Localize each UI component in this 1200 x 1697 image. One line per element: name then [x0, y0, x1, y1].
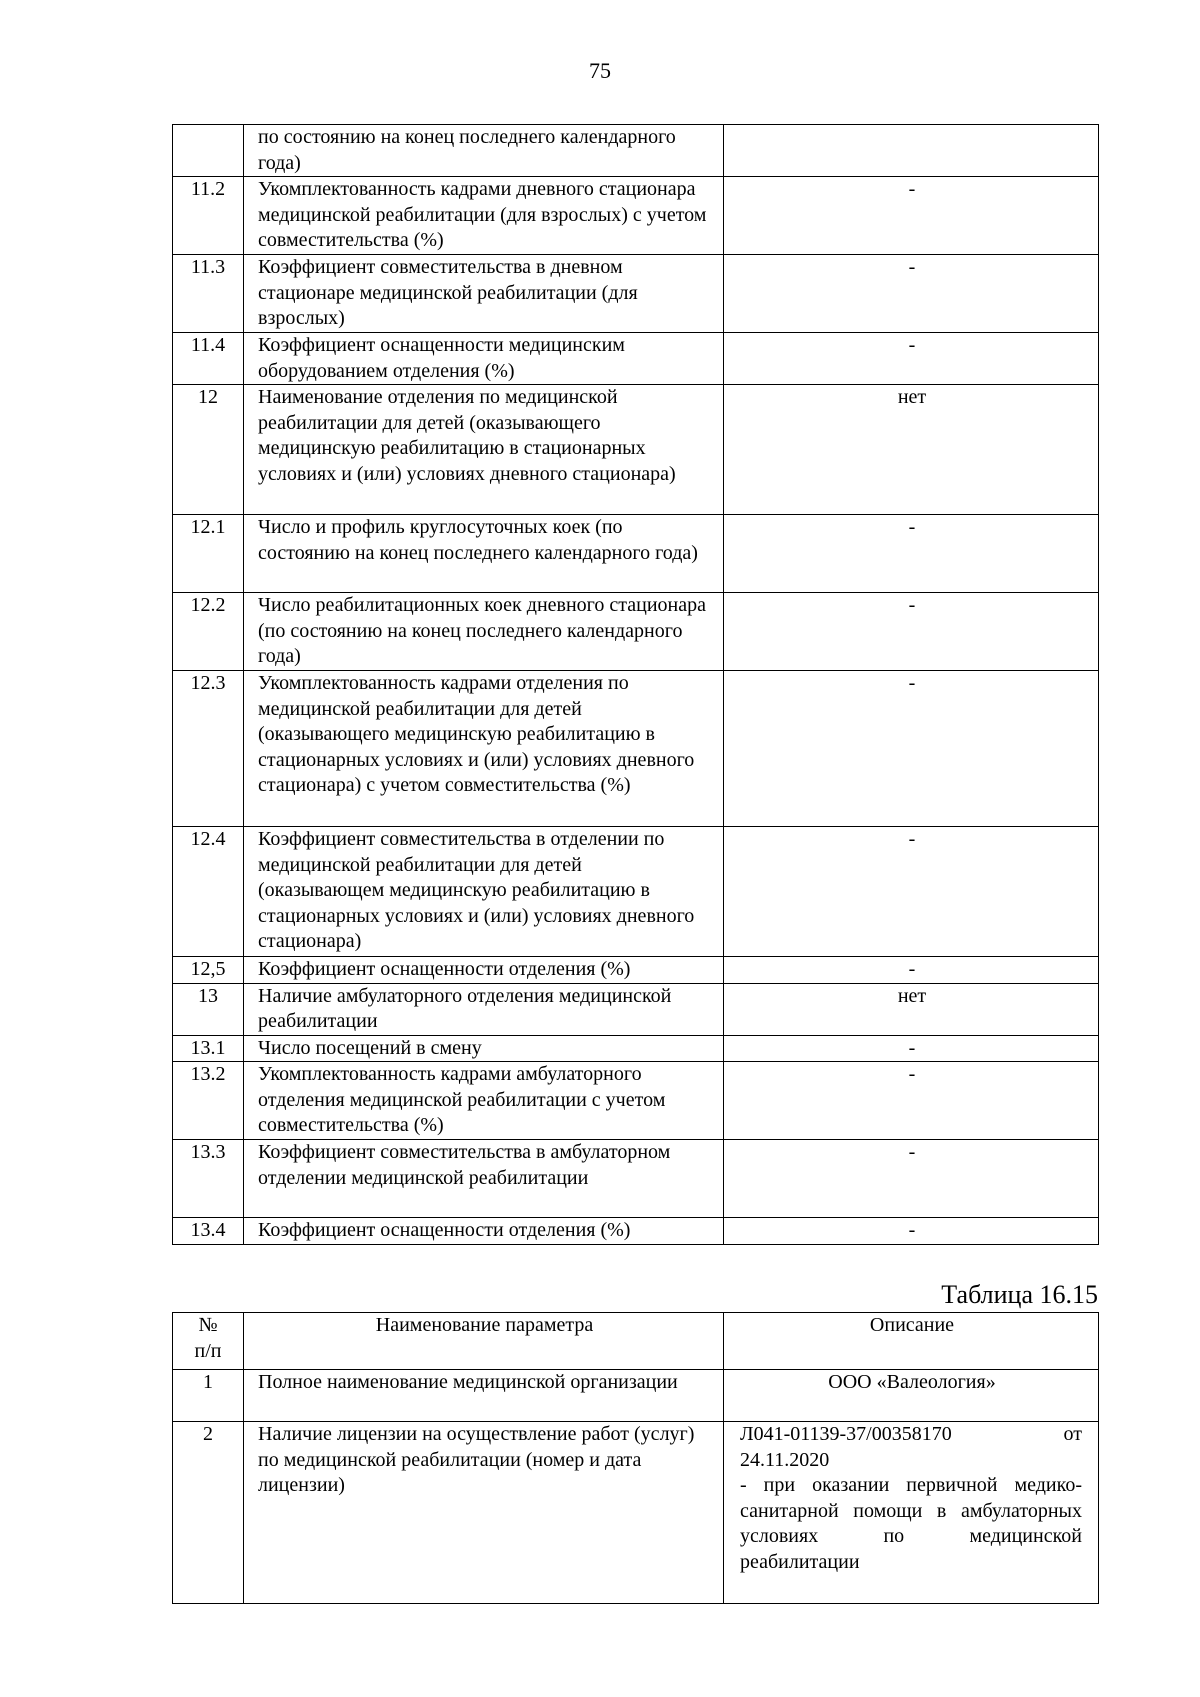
table-row — [173, 1218, 1099, 1245]
table-row — [173, 593, 1099, 671]
row-number: 11.4 — [173, 333, 244, 385]
license-number: Л041-01139-37/00358170 — [740, 1423, 952, 1445]
row-value: - — [724, 957, 1099, 984]
row-parameter-name: Коэффициент совместительства в дневном стационаре медицинской реабилитации (для взрослых) — [244, 255, 724, 333]
row-parameter-name: Наличие лицензии на осуществление работ (услуг) по медицинской реабилитации (номер и дата лицензии) — [244, 1422, 724, 1604]
page-number: 75 — [589, 58, 611, 83]
table-row — [173, 957, 1099, 984]
row-value: - — [724, 515, 1099, 593]
table-row — [173, 385, 1099, 515]
table-row — [173, 333, 1099, 385]
row-value — [724, 125, 1099, 177]
license-date: 24.11.2020 — [740, 1448, 830, 1471]
row-number: 12.3 — [173, 671, 244, 827]
row-number: 12.1 — [173, 515, 244, 593]
table-row — [173, 983, 1099, 1035]
organization-table — [172, 1312, 1099, 1604]
row-value: нет — [724, 385, 1099, 515]
row-value: - — [724, 1062, 1099, 1140]
row-value: - — [724, 1218, 1099, 1245]
table-row — [173, 1370, 1099, 1422]
row-value: - — [724, 1140, 1099, 1218]
table-row — [173, 1140, 1099, 1218]
table-row — [173, 827, 1099, 957]
row-parameter-name: Наличие амбулаторного отделения медицинской реабилитации — [244, 983, 724, 1035]
header-description: Описание — [724, 1313, 1099, 1370]
table-header-row — [173, 1313, 1099, 1370]
row-value: нет — [724, 983, 1099, 1035]
license-from: от — [1063, 1423, 1082, 1445]
header-number-label: № п/п — [194, 1314, 222, 1362]
row-number: 12,5 — [173, 957, 244, 984]
row-value: - — [724, 593, 1099, 671]
row-parameter-name: Коэффициент совместительства в амбулаторном отделении медицинской реабилитации — [244, 1140, 724, 1218]
row-number: 13.4 — [173, 1218, 244, 1245]
row-number: 13 — [173, 983, 244, 1035]
row-parameter-name: Число и профиль круглосуточных коек (по состоянию на конец последнего календарного года) — [244, 515, 724, 593]
row-parameter-name: Коэффициент совместительства в отделении по медицинской реабилитации для детей (оказывающем медицинскую реабилитацию в стационарных условиях и (или) условиях дневного стационара) — [244, 827, 724, 957]
row-parameter-name: Коэффициент оснащенности отделения (%) — [244, 957, 724, 984]
table-row — [173, 515, 1099, 593]
parameters-table-continued — [172, 124, 1099, 1245]
row-number: 11.3 — [173, 255, 244, 333]
row-number: 13.3 — [173, 1140, 244, 1218]
table-row — [173, 1035, 1099, 1062]
row-number: 12 — [173, 385, 244, 515]
row-value: - — [724, 1035, 1099, 1062]
row-number: 13.1 — [173, 1035, 244, 1062]
table-row — [173, 1062, 1099, 1140]
row-number — [173, 125, 244, 177]
row-parameter-name: Укомплектованность кадрами дневного стационара медицинской реабилитации (для взрослых) с учетом совместительства (%) — [244, 177, 724, 255]
table-row — [173, 125, 1099, 177]
row-value: - — [724, 671, 1099, 827]
header-parameter-name: Наименование параметра — [244, 1313, 724, 1370]
row-number: 1 — [173, 1370, 244, 1422]
row-description: ООО «Валеология» — [724, 1370, 1099, 1422]
row-parameter-name: по состоянию на конец последнего календарного года) — [244, 125, 724, 177]
row-parameter-name: Число реабилитационных коек дневного стационара (по состоянию на конец последнего календарного года) — [244, 593, 724, 671]
row-number: 11.2 — [173, 177, 244, 255]
table-row — [173, 671, 1099, 827]
parameters-table-body — [173, 125, 1099, 1245]
row-number: 13.2 — [173, 1062, 244, 1140]
row-value: - — [724, 177, 1099, 255]
row-number: 12.2 — [173, 593, 244, 671]
row-parameter-name: Наименование отделения по медицинской реабилитации для детей (оказывающего медицинскую реабилитацию в стационарных условиях и (или) условиях дневного стационара) — [244, 385, 724, 515]
table-caption: Таблица 16.15 — [941, 1280, 1098, 1309]
row-parameter-name: Число посещений в смену — [244, 1035, 724, 1062]
license-note: - при оказании первичной медико-санитарной помощи в амбулаторных условиях по медицинской реабилитации — [740, 1474, 1082, 1573]
license-number-line — [740, 1422, 1082, 1448]
row-number: 12.4 — [173, 827, 244, 957]
row-number: 2 — [173, 1422, 244, 1604]
row-parameter-name: Коэффициент оснащенности отделения (%) — [244, 1218, 724, 1245]
table-row — [173, 177, 1099, 255]
row-parameter-name: Укомплектованность кадрами амбулаторного отделения медицинской реабилитации с учетом совместительства (%) — [244, 1062, 724, 1140]
row-value: - — [724, 255, 1099, 333]
table-row — [173, 1422, 1099, 1604]
row-parameter-name: Полное наименование медицинской организации — [244, 1370, 724, 1422]
row-value: - — [724, 827, 1099, 957]
row-parameter-name: Коэффициент оснащенности медицинским оборудованием отделения (%) — [244, 333, 724, 385]
header-number — [173, 1313, 244, 1370]
row-value: - — [724, 333, 1099, 385]
table-row — [173, 255, 1099, 333]
license-description — [724, 1422, 1099, 1604]
row-parameter-name: Укомплектованность кадрами отделения по медицинской реабилитации для детей (оказывающего медицинскую реабилитацию в стационарных условиях и (или) условиях дневного стационара) с учетом совместительства (%) — [244, 671, 724, 827]
